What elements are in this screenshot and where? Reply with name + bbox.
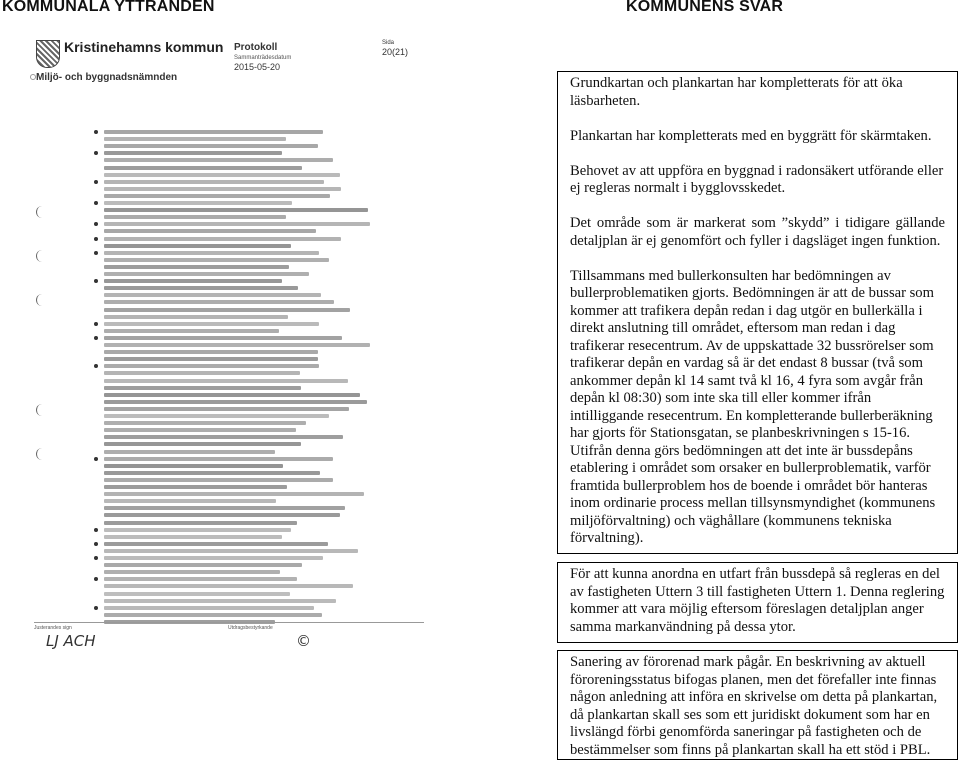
header-left: KOMMUNALA YTTRANDEN: [2, 0, 215, 15]
bullet-icon: [94, 322, 98, 326]
bullet-icon: [94, 528, 98, 532]
signature-rule: [34, 622, 424, 623]
scanned-text-line: [104, 570, 280, 574]
scanned-text-line: [104, 471, 320, 475]
scanned-text-line: [104, 464, 283, 468]
header-right: KOMMUNENS SVAR: [626, 0, 784, 15]
margin-bracket-icon: [36, 206, 43, 218]
scanned-text-line: [104, 386, 301, 390]
scanned-text-line: [104, 428, 296, 432]
bullet-icon: [94, 542, 98, 546]
scanned-text-line: [104, 442, 301, 446]
scanned-text-line: [104, 542, 328, 546]
scanned-text-line: [104, 180, 324, 184]
scanned-text-line: [104, 613, 322, 617]
scanned-text-line: [104, 450, 275, 454]
doc-type: Protokoll: [234, 42, 278, 53]
meeting-label: Sammanträdesdatum: [234, 55, 292, 61]
scanned-text-line: [104, 237, 341, 241]
handwritten-signature: LJ ACH: [46, 632, 96, 650]
bullet-icon: [94, 151, 98, 155]
bullet-icon: [94, 222, 98, 226]
margin-bracket-icon: [36, 448, 43, 460]
margin-bracket-icon: [36, 404, 43, 416]
scanned-text-line: [104, 485, 287, 489]
scanned-text-line: [104, 379, 348, 383]
department-name: Miljö- och byggnadsnämnden: [36, 72, 178, 83]
scanned-text-line: [104, 308, 350, 312]
scanned-text-line: [104, 478, 333, 482]
bullet-icon: [94, 556, 98, 560]
bullet-icon: [94, 336, 98, 340]
scanned-text-line: [104, 343, 370, 347]
scanned-text-line: [104, 563, 302, 567]
scanned-text-line: [104, 151, 282, 155]
scanned-text-line: [104, 350, 318, 354]
scanned-text-line: [104, 407, 349, 411]
scanned-text-line: [104, 244, 291, 248]
bullet-icon: [94, 180, 98, 184]
scanned-text-line: [104, 336, 342, 340]
bullet-icon: [94, 237, 98, 241]
scanned-text-line: [104, 173, 340, 177]
scanned-text-line: [104, 130, 323, 134]
scanned-text-line: [104, 528, 291, 532]
scanned-text-line: [104, 286, 298, 290]
scanned-text-line: [104, 144, 318, 148]
scanned-text-line: [104, 393, 360, 397]
scanned-text-line: [104, 577, 297, 581]
scanned-text-line: [104, 457, 333, 461]
answer-paragraph: Grundkartan och plankartan har kompletterats för att öka läsbarheten.: [570, 75, 903, 109]
scanned-text-line: [104, 315, 288, 319]
scanned-text-line: [104, 535, 282, 539]
scanned-text-line: [104, 400, 367, 404]
scanned-text-line: [104, 357, 318, 361]
scanned-text-line: [104, 549, 358, 553]
answer-paragraph: Tillsammans med bullerkonsulten har bedömningen av bullerproblematiken gjorts. Bedömningen är att de bussar som kommer att trafikera depån redan i dag utgör en bullerkälla i direkt anslutning till området, eftersom man redan i dag trafikerar resecentrum. Av de uppskattade 32 bussrörelser som trafikerar depån en vardag så är det endast 8 bussar (två som ankommer depån kl 14 samt två kl 16, 4 fyra som avgår från depån kl 08:30) som inte ska till eller kommer ifrån intilliggande resecentrum. En kompletterande bullerberäkning har gjorts för Stationsgatan, se planbeskrivningen s 15-16. Utifrån denna görs bedömningen att det inte är bussdepåns etablering i området som orsaker en bullerproblematik, varför framtida bullerproblem hos de boende i området bör hanteras inom ordinarie process mellan tillsynsmyndighet (kommunens miljöförvaltning) och väghållare (kommunens tekniska förvaltning).: [570, 267, 936, 546]
answer-box-1: [557, 71, 958, 554]
scanned-text-line: [104, 300, 334, 304]
scanned-text-line: [104, 166, 302, 170]
scanned-text-line: [104, 265, 289, 269]
answer-paragraph: Behovet av att uppföra en byggnad i radonsäkert utförande eller ej regleras normalt i bygglovsskedet.: [570, 162, 944, 196]
scanned-protocol-page: [28, 36, 424, 656]
page-label: Sida: [382, 40, 395, 46]
scanned-text-line: [104, 499, 276, 503]
scanned-text-line: [104, 371, 300, 375]
scanned-text-line: [104, 258, 329, 262]
scanned-text-line: [104, 158, 333, 162]
scanned-text-line: [104, 322, 319, 326]
scanned-text-line: [104, 201, 292, 205]
scanned-text-line: [104, 584, 353, 588]
municipal-crest-icon: [36, 40, 60, 68]
scanned-text-line: [104, 293, 321, 297]
scanned-text-line: [104, 329, 279, 333]
scanned-text-line: [104, 556, 323, 560]
answer-paragraph: För att kunna anordna en utfart från bussdepå så regleras en del av fastigheten Uttern 3 till fastigheten Uttern 1. Denna reglering kommer att vara möjlig eftersom föreslagen detaljplan anger samma markanvändning på dessa ytor.: [570, 566, 945, 635]
scanned-text-line: [104, 187, 341, 191]
answer-box-2: [557, 562, 958, 643]
sign-label-left: Justerandes sign: [34, 625, 72, 631]
scanned-text-line: [104, 272, 309, 276]
scanned-text-line: [104, 414, 329, 418]
scanned-text-line: [104, 492, 364, 496]
scanned-text-line: [104, 137, 286, 141]
answer-box-3: [557, 650, 958, 760]
scanned-text-block: [94, 130, 414, 630]
scanned-text-line: [104, 592, 290, 596]
margin-bracket-icon: [36, 294, 43, 306]
scanned-text-line: [104, 435, 343, 439]
scanned-text-line: [104, 421, 306, 425]
page-number: 20(21): [382, 47, 409, 57]
bullet-icon: [94, 457, 98, 461]
scanned-text-line: [104, 222, 370, 226]
scanned-text-line: [104, 521, 297, 525]
scanned-text-line: [104, 279, 282, 283]
answer-paragraph: Det område som är markerat som ”skydd” i tidigare gällande detaljplan är ej genomfört och fyller i dagsläget ingen funktion.: [570, 215, 945, 249]
bullet-icon: [94, 251, 98, 255]
bullet-icon: [94, 279, 98, 283]
scanned-text-line: [104, 229, 316, 233]
answer-paragraph: Sanering av förorenad mark pågår. En beskrivning av aktuell föroreningsstatus bifogas planen, men det förefaller inte finnas någon anledning att införa en skrivelse om detta på plankartan, då plankartan skall ses som ett juridiskt dokument som har en livslängd förbi genomförda saneringar på fastigheten och de bestämmelser som finns på plankartan skall ha ett stöd i PBL.: [570, 654, 938, 758]
scanned-text-line: [104, 208, 368, 212]
bullet-icon: [94, 130, 98, 134]
org-name: Kristinehamns kommun: [64, 39, 224, 55]
bullet-icon: [94, 577, 98, 581]
sign-label-right: Utdragsbestyrkande: [228, 625, 273, 631]
bullet-icon: [94, 201, 98, 205]
scanned-text-line: [104, 364, 319, 368]
scanned-text-line: [104, 194, 330, 198]
scanned-text-line: [104, 215, 286, 219]
meeting-date: 2015-05-20: [234, 62, 281, 72]
margin-bracket-icon: [36, 250, 43, 262]
scanned-text-line: [104, 599, 336, 603]
answer-paragraph: Plankartan har kompletterats med en byggrätt för skärmtaken.: [570, 127, 932, 144]
scanned-text-line: [104, 506, 345, 510]
bullet-icon: [94, 606, 98, 610]
scanned-text-line: [104, 251, 319, 255]
scanned-text-line: [104, 513, 340, 517]
scanned-text-line: [104, 606, 314, 610]
bullet-icon: [94, 364, 98, 368]
stamp-icon: ©: [296, 632, 311, 650]
